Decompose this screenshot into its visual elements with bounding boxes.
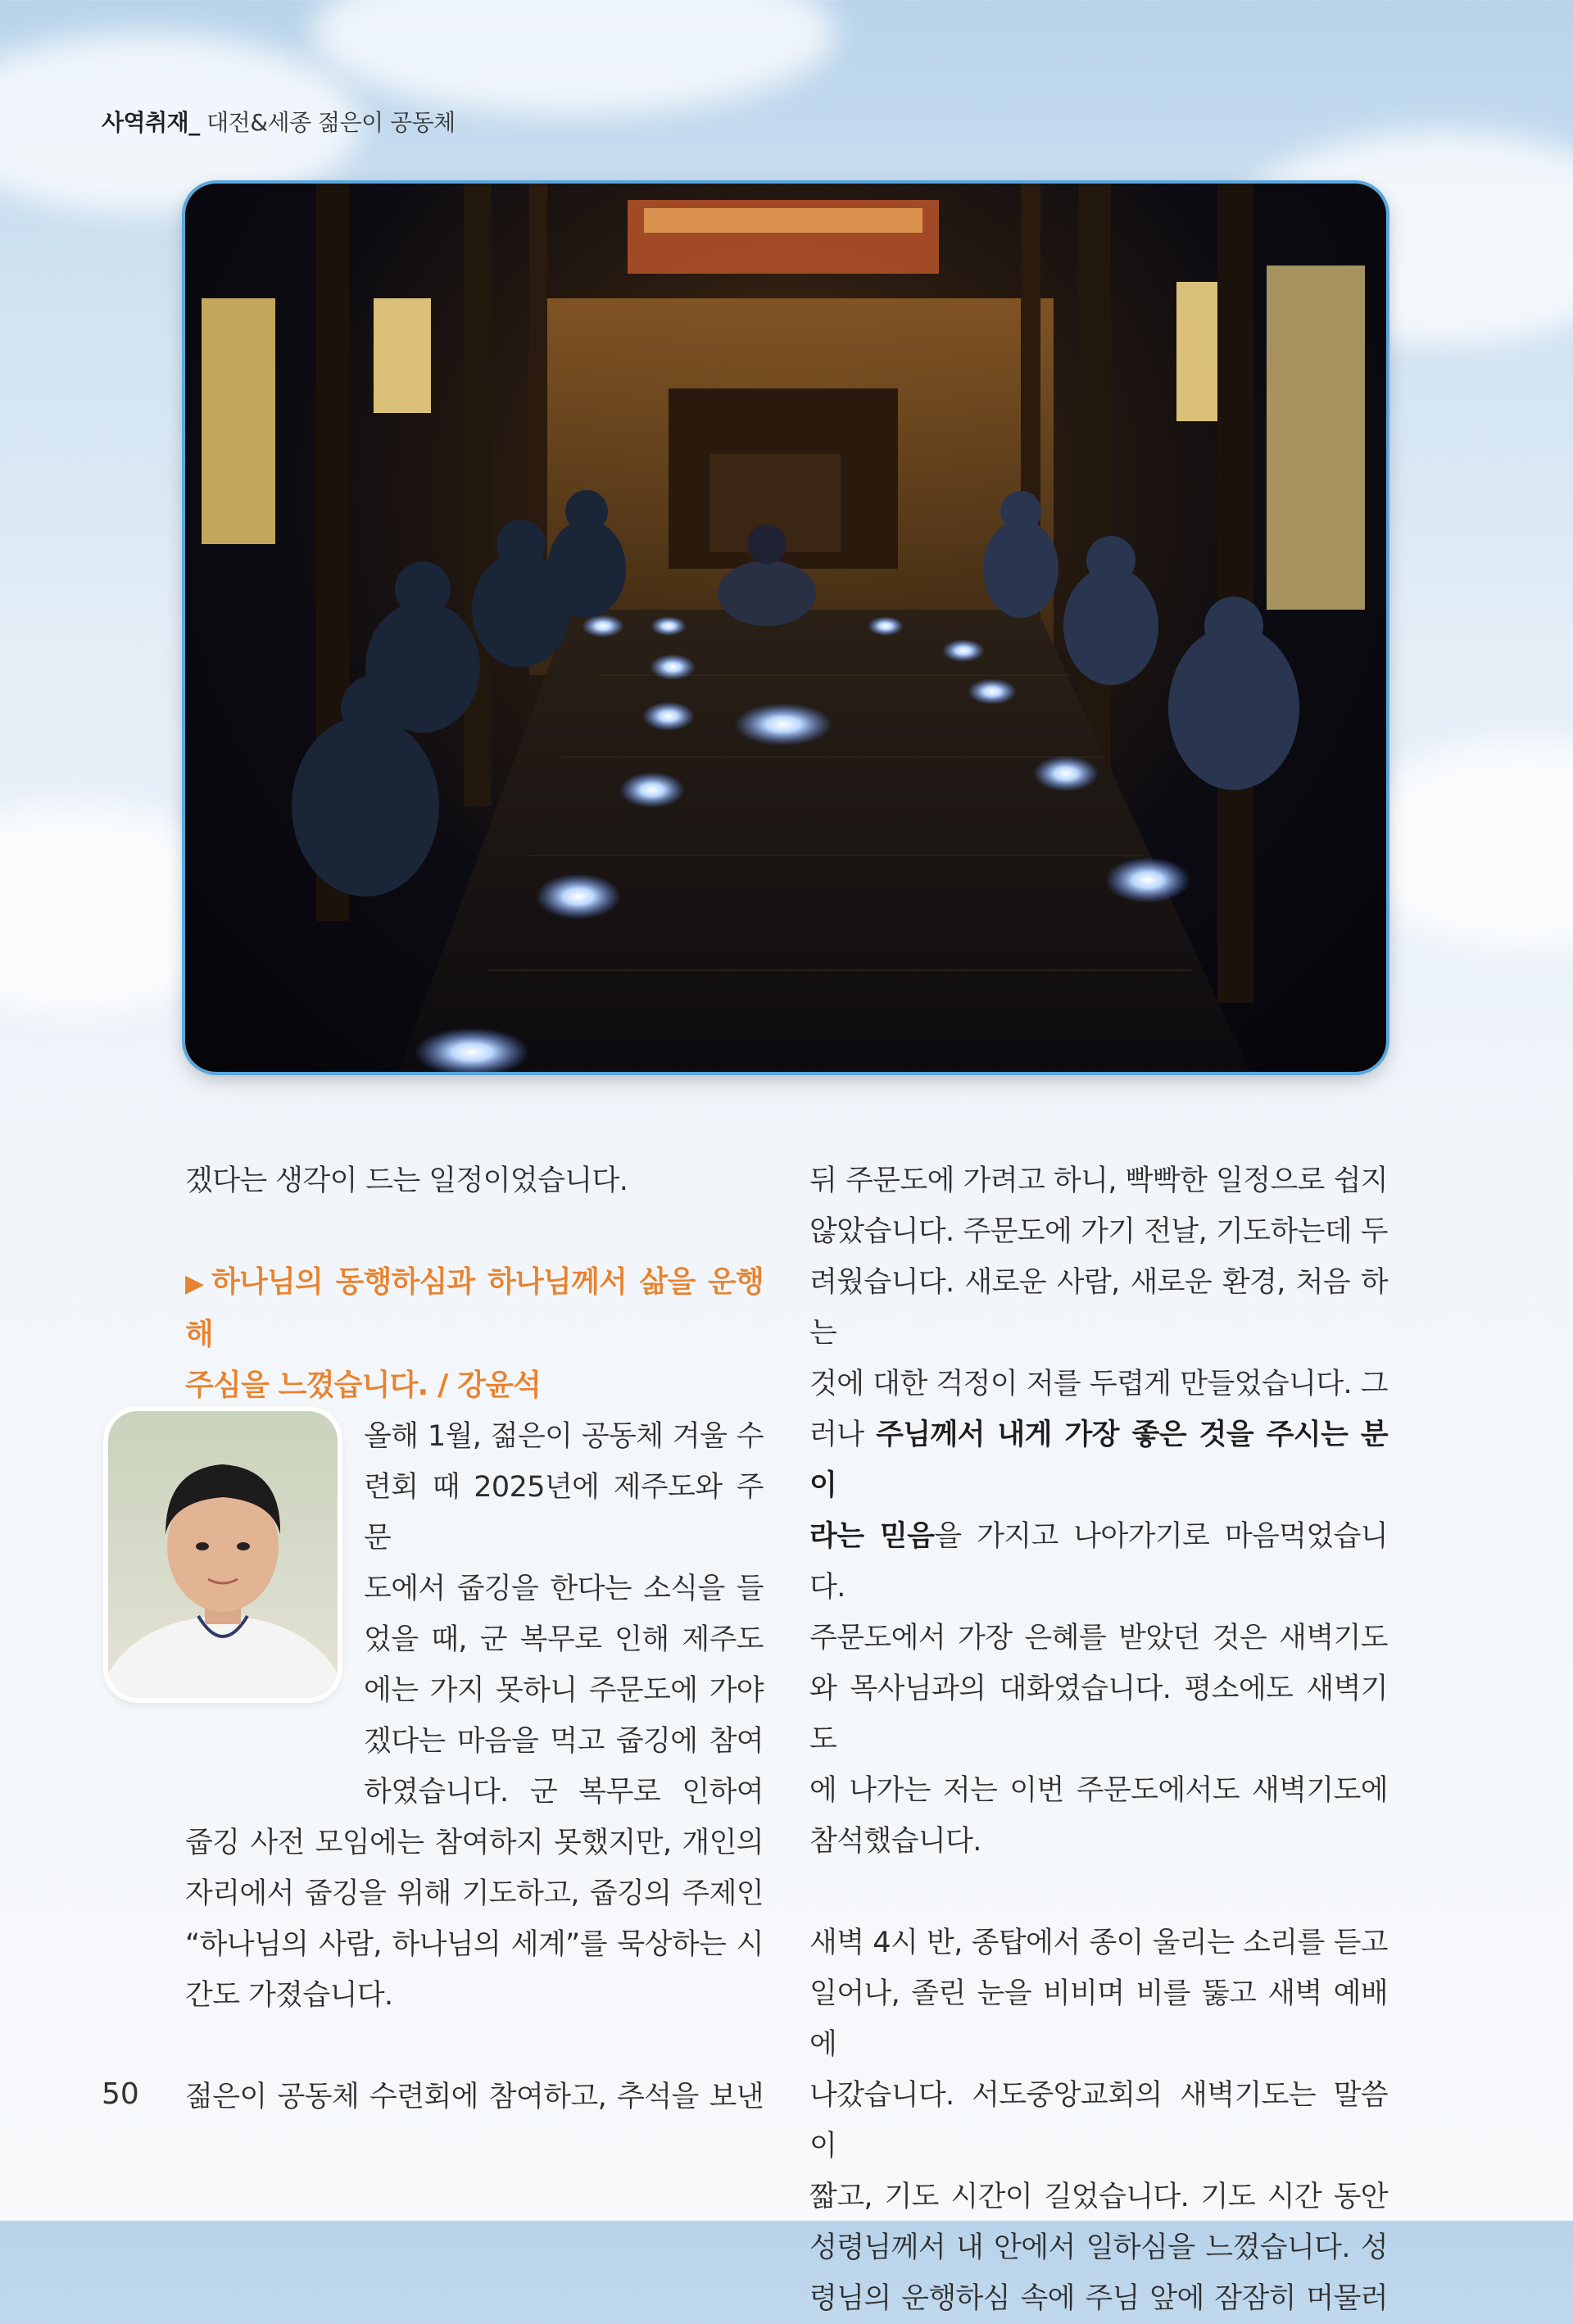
article-text-line: 참석했습니다. [809, 1825, 981, 1858]
article-text-line: 련회 때 2025년에 제주도와 주문 [364, 1471, 764, 1555]
prayer-gathering-photo [185, 184, 1386, 1072]
article-text-line: 않았습니다. 주문도에 가기 전날, 기도하는데 두 [809, 1215, 1388, 1248]
article-text-line: 었을 때, 군 복무로 인해 제주도 [364, 1623, 764, 1656]
article-text-line: 에 나가는 저는 이번 주문도에서도 새벽기도에 [809, 1774, 1388, 1807]
subheading-line: 주심을 느꼈습니다. / 강윤석 [185, 1369, 542, 1402]
author-portrait-photo [108, 1411, 338, 1698]
article-right-column [809, 1155, 1388, 2324]
subheading-text: 하나님의 동행하심과 하나님께서 삶을 운행해 [185, 1265, 764, 1351]
article-text-line: 짧고, 기도 시간이 길었습니다. 기도 시간 동안 [809, 2181, 1388, 2213]
text-fragment: 러나 [809, 1418, 876, 1451]
article-text-line: 올해 1월, 젊은이 공동체 겨울 수 [364, 1420, 764, 1453]
article-text-line: 도에서 줍깅을 한다는 소식을 들 [364, 1573, 764, 1605]
emphasized-text: 주님께서 내게 가장 좋은 것을 주시는 분이 [809, 1418, 1389, 1502]
photo-illustration [185, 184, 1386, 1072]
article-text-line: 하였습니다. 군 복무로 인하여 [364, 1776, 764, 1809]
article-text-line: 줍깅 사전 모임에는 참여하지 못했지만, 개인의 [185, 1827, 764, 1859]
article-text-line: 뒤 주문도에 가려고 하니, 빡빡한 일정으로 쉽지 [809, 1164, 1388, 1197]
article-text-line: 주문도에서 가장 은혜를 받았던 것은 새벽기도 [809, 1622, 1388, 1654]
article-text-line: 겠다는 마음을 먹고 줍깅에 참여 [364, 1725, 764, 1758]
section-label: 사역취재_ [102, 109, 200, 136]
article-text-line: 령님의 운행하심 속에 주님 앞에 잠잠히 머물러 [809, 2282, 1388, 2315]
play-triangle-icon: ▶ [185, 1269, 207, 1298]
article-text-line: 것에 대한 걱정이 저를 두렵게 만들었습니다. 그 [809, 1368, 1388, 1400]
article-text-line: 새벽 4시 반, 종탑에서 종이 울리는 소리를 듣고 [809, 1927, 1388, 1959]
article-text-line: 일어나, 졸린 눈을 비비며 비를 뚫고 새벽 예배에 [809, 1977, 1388, 2061]
article-text-line: 에는 가지 못하니 주문도에 가야 [364, 1674, 764, 1707]
article-text-line: 나갔습니다. 서도중앙교회의 새벽기도는 말씀이 [809, 2079, 1388, 2163]
article-text-line: 성령님께서 내 안에서 일하심을 느꼈습니다. 성 [809, 2231, 1388, 2264]
portrait-illustration [108, 1411, 338, 1698]
article-text-line: 겠다는 생각이 드는 일정이었습니다. [185, 1164, 628, 1197]
article-text-line [809, 1409, 1388, 1511]
page-number: 50 [102, 2077, 139, 2111]
text-fragment: 을 가지고 나아가기로 마음먹었습니다. [809, 1520, 1388, 1604]
article-text-line: “하나님의 사람, 하나님의 세계”를 묵상하는 시 [185, 1928, 764, 1961]
article-text-line: 젊은이 공동체 수련회에 참여하고, 추석을 보낸 [185, 2081, 764, 2113]
article-text-line: 자리에서 줍깅을 위해 기도하고, 줍깅의 주제인 [185, 1877, 764, 1910]
subheading-line [185, 1257, 764, 1360]
article-text-line: 와 목사님과의 대화였습니다. 평소에도 새벽기도 [809, 1673, 1388, 1756]
page-header [102, 105, 456, 138]
article-text-line: 려웠습니다. 새로운 사람, 새로운 환경, 처음 하는 [809, 1266, 1388, 1350]
article-text-line [809, 1511, 1388, 1613]
emphasized-text: 라는 믿음 [809, 1520, 935, 1553]
article-text-line: 간도 가졌습니다. [185, 1979, 393, 2012]
section-subtitle: 대전&세종 젊은이 공동체 [206, 109, 456, 136]
cloud-decoration [311, 0, 836, 115]
